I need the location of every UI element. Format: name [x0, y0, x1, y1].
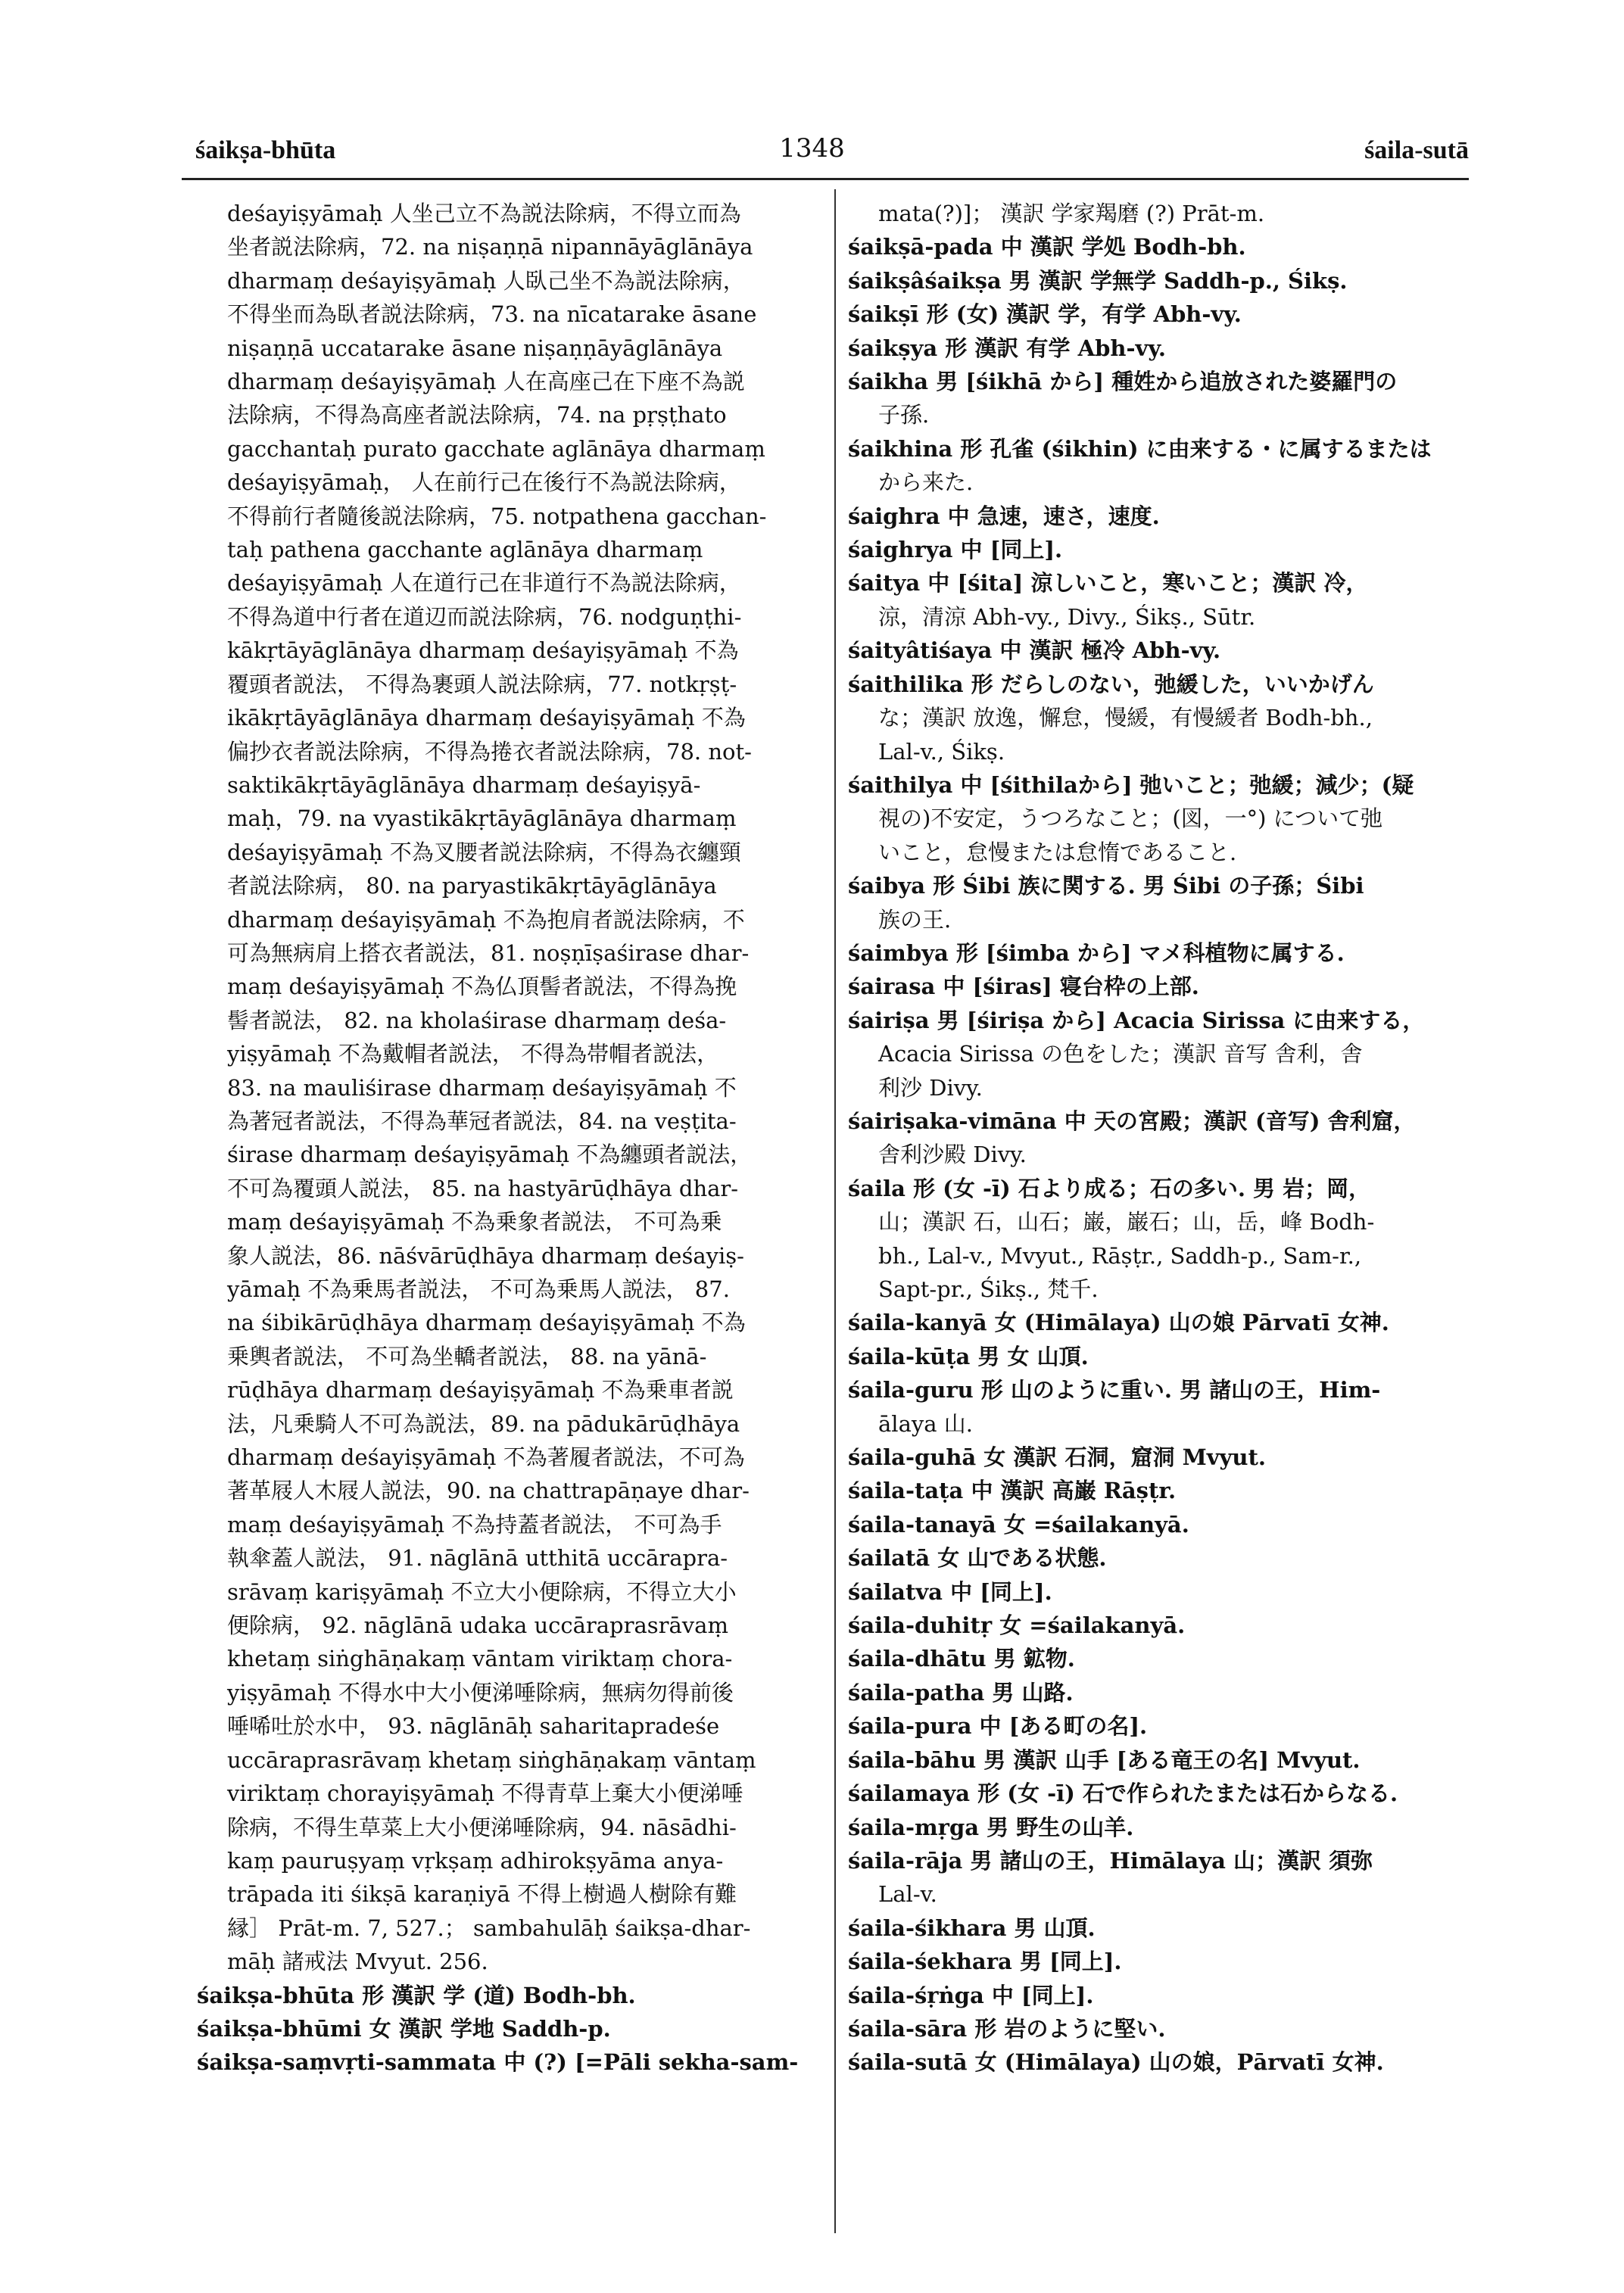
- text-line: 涼，清涼 Abh-vy., Divy., Śikṣ., Sūtr.: [878, 603, 1256, 630]
- text-line: śairiṣaka-vimāna 中 天の宮殿；漢訳 (音写) 舎利窟，: [848, 1108, 1416, 1134]
- text-line: uccāraprasrāvaṃ khetaṃ siṅghāṇakaṃ vāntaṃ: [227, 1746, 756, 1773]
- column-divider: [834, 189, 836, 2233]
- text-line: śaila-kanyā 女 (Himālaya) 山の娘 Pārvatī 女神.: [848, 1310, 1389, 1336]
- text-line: rūḍhāya dharmaṃ deśayiṣyāmaḥ 不為乗車者説: [227, 1377, 734, 1404]
- text-line: śailatva 中 [同上].: [848, 1578, 1052, 1605]
- text-line: śairiṣa 男 [śiriṣa から] Acacia Sirissa に由来する，: [848, 1007, 1425, 1033]
- text-line: deśayiṣyāmaḥ 人坐己立不為説法除病，不得立而為: [227, 201, 741, 226]
- text-line: 不得前行者隨後説法除病，75. notpathena gacchan-: [227, 503, 767, 529]
- text-line: khetaṃ siṅghāṇakaṃ vāntam viriktaṃ chora-: [227, 1646, 733, 1672]
- text-line: śaikṣa-saṃvṛti-sammata 中 (?) [=Pāli sekha-sam-: [197, 2049, 799, 2076]
- text-line: 利沙 Divy.: [878, 1074, 983, 1101]
- text-line: maṃ deśayiṣyāmaḥ 不為仏頂髻者説法，不得為挽: [227, 974, 737, 1000]
- text-line: śaikha 男 [śikhā から] 種姓から追放された婆羅門の: [848, 369, 1398, 395]
- running-head-left: śaikṣa-bhūta: [195, 136, 336, 164]
- text-line: 視の)不安定，うつろなこと；(図，一°) について弛: [878, 805, 1383, 832]
- header-rule: [182, 178, 1469, 180]
- text-line: śaibya 形 Śibi 族に関する. 男 Śibi の子孫；Śibi: [848, 873, 1364, 899]
- text-line: 坐者説法除病，72. na niṣaṇṇā nipannāyāglānāya: [227, 234, 753, 260]
- text-line: śaikṣā-pada 中 漢訳 学処 Bodh-bh.: [848, 234, 1246, 260]
- text-line: śaila-kūṭa 男 女 山頂.: [848, 1343, 1089, 1369]
- text-line: dharmaṃ deśayiṣyāmaḥ 不為著履者説法，不可為: [227, 1444, 745, 1471]
- text-line: śaila-duhitṛ 女 =śailakanyā.: [848, 1612, 1186, 1639]
- right-column: [848, 197, 1469, 2080]
- text-line: śaikṣī 形 (女) 漢訳 学，有学 Abh-vy.: [848, 301, 1242, 328]
- text-line: śaithilya 中 [śithilaから] 弛いこと；弛緩；減少；(疑: [848, 771, 1414, 798]
- text-line: śaila-sutā 女 (Himālaya) 山の娘，Pārvatī 女神.: [848, 2049, 1384, 2076]
- text-line: いこと，怠慢または怠惰であること.: [878, 839, 1237, 865]
- left-column: [197, 197, 803, 2080]
- text-line: 執傘蓋人説法， 91. nāglānā utthitā uccārapra-: [227, 1545, 728, 1572]
- text-line: 83. na mauliśirase dharmaṃ deśayiṣyāmaḥ 不: [227, 1074, 737, 1101]
- text-line: śaityâtiśaya 中 漢訳 極冷 Abh-vy.: [848, 637, 1221, 664]
- text-line: śaila-bāhu 男 漢訳 山手 [ある竜王の名] Mvyut.: [848, 1746, 1361, 1773]
- text-line: śaikṣya 形 漢訳 有学 Abh-vy.: [848, 335, 1166, 361]
- text-line: śaitya 中 [śita] 涼しいこと，寒いこと；漢訳 冷，: [848, 570, 1368, 597]
- text-line: niṣaṇṇā uccatarake āsane niṣaṇṇāyāglānāya: [227, 335, 723, 361]
- text-line: から来た.: [878, 469, 974, 496]
- text-line: māḥ 諸戒法 Mvyut. 256.: [227, 1949, 488, 1975]
- text-line: maṃ deśayiṣyāmaḥ 不為乗象者説法， 不可為乗: [227, 1209, 722, 1235]
- text-line: 不可為覆頭人説法， 85. na hastyārūḍhāya dhar-: [227, 1175, 739, 1201]
- text-line: śaila-śikhara 男 山頂.: [848, 1914, 1096, 1941]
- text-line: 法除病，不得為高座者説法除病，74. na pṛṣṭhato: [227, 402, 727, 428]
- text-line: deśayiṣyāmaḥ， 人在前行己在後行不為説法除病，: [227, 469, 741, 496]
- text-line: 為著冠者説法，不得為華冠者説法，84. na veṣṭita-: [227, 1108, 737, 1134]
- text-line: 乗輿者説法， 不可為坐轎者説法， 88. na yānā-: [227, 1343, 707, 1369]
- text-line: śairasa 中 [śiras] 寝台枠の上部.: [848, 974, 1199, 1000]
- text-line: 舎利沙殿 Divy.: [878, 1142, 1027, 1168]
- text-line: yāmaḥ 不為乗馬者説法， 不可為乗馬人説法， 87.: [227, 1276, 730, 1302]
- running-head-right: śaila-sutā: [1364, 136, 1469, 164]
- text-line: śaila-śekhara 男 [同上].: [848, 1949, 1122, 1975]
- text-line: 覆頭者説法， 不得為裹頭人説法除病，77. notkṛṣṭ-: [227, 671, 737, 697]
- text-line: maṃ deśayiṣyāmaḥ 不為持蓋者説法， 不可為手: [227, 1511, 722, 1537]
- text-line: 偏抄衣者説法除病，不得為捲衣者説法除病，78. not-: [227, 738, 752, 765]
- text-line: taḥ pathena gacchante aglānāya dharmaṃ: [227, 537, 703, 563]
- text-line: śaila-guru 形 山のように重い. 男 諸山の王，Him-: [848, 1377, 1381, 1404]
- text-line: maḥ，79. na vyastikākṛtāyāglānāya dharmaṃ: [227, 805, 737, 832]
- text-line: ālaya 山.: [878, 1410, 973, 1437]
- text-line: deśayiṣyāmaḥ 人在道行己在非道行不為説法除病，: [227, 570, 741, 597]
- text-line: 除病，不得生草菜上大小便涕唾除病，94. nāsādhi-: [227, 1814, 737, 1840]
- text-line: śaila-patha 男 山路.: [848, 1679, 1074, 1706]
- text-line: śirase dharmaṃ deśayiṣyāmaḥ 不為纏頭者説法，: [227, 1142, 753, 1168]
- text-line: śailatā 女 山である状態.: [848, 1545, 1107, 1572]
- text-line: 唾唏吐於水中， 93. nāglānāḥ saharitapradeśe: [227, 1713, 720, 1740]
- text-line: 可為無病肩上搭衣者説法，81. noṣṇīṣaśirase dhar-: [227, 939, 750, 966]
- text-line: śaikṣa-bhūta 形 漢訳 学 (道) Bodh-bh.: [197, 1982, 636, 2008]
- text-line: viriktaṃ chorayiṣyāmaḥ 不得青草上棄大小便涕唾: [227, 1781, 743, 1807]
- text-line: śaila-tanayā 女 =śailakanyā.: [848, 1511, 1189, 1537]
- text-line: śailamaya 形 (女 -ī) 石で作られたまたは石からなる.: [848, 1781, 1398, 1807]
- text-line: Acacia Sirissa の色をした；漢訳 音写 舎利，舎: [878, 1041, 1363, 1067]
- text-line: yiṣyāmaḥ 不得水中大小便涕唾除病，無病勿得前後: [227, 1679, 734, 1706]
- text-line: 不得為道中行者在道辺而説法除病，76. nodguṇṭhi-: [227, 603, 742, 630]
- text-line: Lal-v., Śikṣ.: [878, 738, 1005, 765]
- text-line: 便除病， 92. nāglānā udaka uccāraprasrāvaṃ: [227, 1612, 728, 1639]
- text-line: śaila-rāja 男 諸山の王，Himālaya 山；漢訳 須弥: [848, 1847, 1373, 1874]
- text-line: bh., Lal-v., Mvyut., Rāṣṭr., Saddh-p., Sam-r.,: [878, 1242, 1362, 1269]
- text-line: な；漢訳 放逸，懈怠，慢緩，有慢緩者 Bodh-bh.,: [878, 705, 1373, 731]
- text-line: trāpada iti śikṣā karaṇiyā 不得上樹過人樹除有難: [227, 1881, 737, 1908]
- text-line: śaila-taṭa 中 漢訳 高巌 Rāṣṭr.: [848, 1478, 1177, 1504]
- text-line: 族の王.: [878, 906, 952, 933]
- text-line: kaṃ pauruṣyaṃ vṛkṣaṃ adhirokṣyāma anya-: [227, 1847, 724, 1874]
- text-line: śaila-śṛṅga 中 [同上].: [848, 1982, 1094, 2008]
- text-line: 著革屐人木屐人説法，90. na chattrapāṇaye dhar-: [227, 1478, 750, 1504]
- text-line: dharmaṃ deśayiṣyāmaḥ 不為抱肩者説法除病，不: [227, 906, 745, 933]
- text-line: śaila-guhā 女 漢訳 石洞，窟洞 Mvyut.: [848, 1444, 1266, 1471]
- text-line: 縁］ Prāt-m. 7, 527.； sambahulāḥ śaikṣa-dhar-: [227, 1914, 751, 1941]
- text-line: srāvaṃ kariṣyāmaḥ 不立大小便除病，不得立大小: [227, 1578, 737, 1605]
- text-line: śaithilika 形 だらしのない，弛緩した，いいかげん: [848, 671, 1374, 697]
- text-line: Lal-v.: [878, 1881, 937, 1908]
- text-line: na śibikārūḍhāya dharmaṃ deśayiṣyāmaḥ 不為: [227, 1310, 746, 1336]
- text-line: dharmaṃ deśayiṣyāmaḥ 人在高座己在下座不為説: [227, 369, 745, 395]
- text-line: 者説法除病， 80. na paryastikākṛtāyāglānāya: [227, 873, 717, 899]
- text-line: 山；漢訳 石，山石；巌，巌石；山，岳，峰 Bodh-: [878, 1209, 1375, 1235]
- text-line: śaikhina 形 孔雀 (śikhin) に由来する・に属するまたは: [848, 435, 1432, 462]
- text-line: 髻者説法， 82. na kholaśirase dharmaṃ deśa-: [227, 1007, 727, 1033]
- text-line: śaila-sāra 形 岩のように堅い.: [848, 2015, 1166, 2042]
- text-line: gacchantaḥ purato gacchate aglānāya dharmaṃ: [227, 435, 765, 462]
- text-line: śaimbya 形 [śimba から] マメ科植物に属する.: [848, 939, 1345, 966]
- text-line: 法，凡乗騎人不可為説法，89. na pādukārūḍhāya: [227, 1410, 740, 1437]
- text-line: śaila 形 (女 -ī) 石より成る；石の多い. 男 岩；岡，: [848, 1175, 1371, 1201]
- text-line: saktikākṛtāyāglānāya dharmaṃ deśayiṣyā-: [227, 771, 701, 798]
- text-line: deśayiṣyāmaḥ 不為叉腰者説法除病，不得為衣纏頸: [227, 839, 741, 865]
- text-line: yiṣyāmaḥ 不為戴帽者説法， 不得為帯帽者説法，: [227, 1041, 719, 1067]
- text-line: śaighra 中 急速，速さ，速度.: [848, 503, 1160, 529]
- text-line: dharmaṃ deśayiṣyāmaḥ 人臥己坐不為説法除病，: [227, 267, 745, 294]
- text-line: śaila-dhātu 男 鉱物.: [848, 1646, 1075, 1672]
- text-line: śaila-mṛga 男 野生の山羊.: [848, 1814, 1134, 1840]
- text-line: śaighrya 中 [同上].: [848, 537, 1063, 563]
- text-line: mata(?)]； 漢訳 学家羯磨 (?) Prāt-m.: [878, 201, 1265, 226]
- text-line: śaila-pura 中 [ある町の名].: [848, 1713, 1148, 1740]
- text-line: śaikṣâśaikṣa 男 漢訳 学無学 Saddh-p., Śikṣ.: [848, 267, 1348, 294]
- text-line: Sapt-pr., Śikṣ., 梵千.: [878, 1276, 1099, 1302]
- text-line: śaikṣa-bhūmi 女 漢訳 学地 Saddh-p.: [197, 2015, 611, 2042]
- text-line: kākṛtāyāglānāya dharmaṃ deśayiṣyāmaḥ 不為: [227, 637, 739, 664]
- page-number: 1348: [779, 133, 845, 164]
- text-line: 象人説法，86. nāśvārūḍhāya dharmaṃ deśayiṣ-: [227, 1242, 744, 1269]
- text-line: 子孫.: [878, 402, 930, 428]
- text-line: 不得坐而為臥者説法除病，73. na nīcatarake āsane: [227, 301, 757, 328]
- text-line: ikākṛtāyāglānāya dharmaṃ deśayiṣyāmaḥ 不為: [227, 705, 746, 731]
